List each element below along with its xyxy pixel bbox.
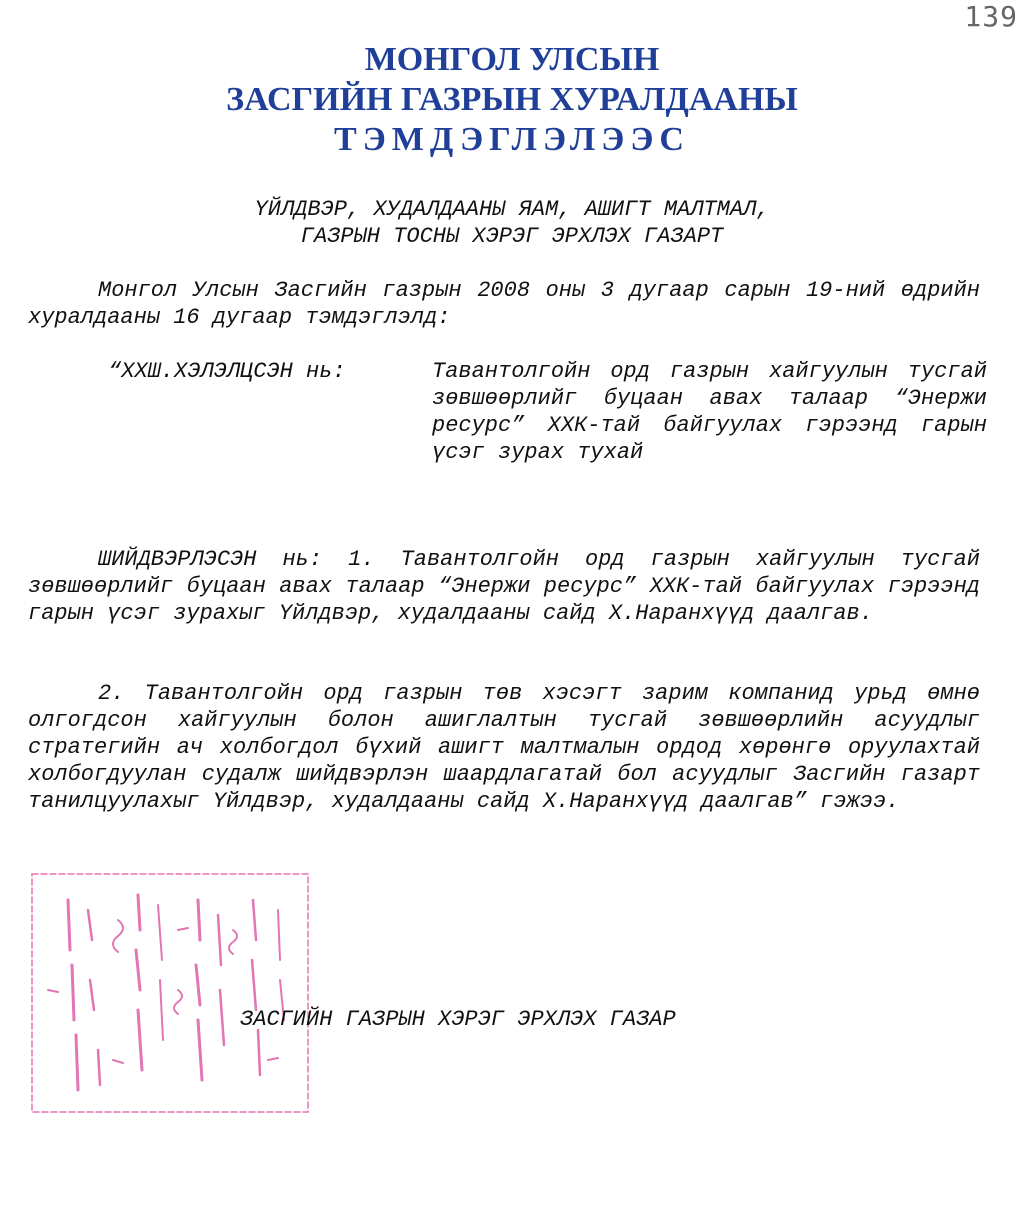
recipient-line-2: ГАЗРЫН ТОСНЫ ХЭРЭГ ЭРХЛЭХ ГАЗАРТ — [300, 224, 724, 249]
signature-line: ЗАСГИЙН ГАЗРЫН ХЭРЭГ ЭРХЛЭХ ГАЗАР — [240, 1007, 676, 1032]
intro-paragraph: Монгол Улсын Засгийн газрын 2008 оны 3 дугаар сарын 19-ний өдрийн хуралдааны 16 дугаар тэмдэглэлд: — [28, 278, 980, 330]
document-header — [0, 40, 1024, 160]
header-line-2: ЗАСГИЙН ГАЗРЫН ХУРАЛДААНЫ — [226, 81, 798, 118]
recipient-block — [0, 196, 1024, 250]
decision-paragraph-1: ШИЙДВЭРЛЭСЭН нь: 1. Тавантолгойн орд газрын хайгуулын тусгай зөвшөөрлийг буцаан авах талаар “Энержи ресурс” ХХК-тай байгуулах гэрээнд гарын үсэг зурахыг Үйлдвэр, худалдааны сайд Х.Наранхүүд даалгав. — [28, 547, 980, 626]
header-line-1: МОНГОЛ УЛСЫН — [364, 41, 660, 78]
decision-paragraph-2: 2. Тавантолгойн орд газрын төв хэсэгт зарим компанид урьд өмнө олгогдсон хайгуулын болон ашиглалтын тусгай зөвшөөрлийн асуудлыг стратегийн ач холбогдол бүхий ашигт малтмалын ордод хөрөнгө оруулахтай холбогдуулан судалж шийдвэрлэн шаардлагатай бол асуудлыг Засгийн газарт танилцуулахыг Үйлдвэр, худалдааны сайд Х.Наранхүүд даалгав” гэжээ. — [28, 681, 980, 814]
agenda-label: “ХХШ.ХЭЛЭЛЦСЭН нь: — [108, 359, 346, 384]
recipient-line-1: ҮЙЛДВЭР, ХУДАЛДААНЫ ЯАМ, АШИГТ МАЛТМАЛ, — [254, 197, 770, 222]
header-line-3: ТЭМДЭГЛЭЛЭЭС — [334, 121, 690, 158]
official-stamp — [28, 870, 313, 1115]
page-number: 139 — [964, 0, 1018, 33]
agenda-text: Тавантолгойн орд газрын хайгуулын тусгай зөвшөөрлийг буцаан авах талаар “Энержи ресурс” ХХК-тай байгуулах гэрээнд гарын үсэг зурах тухай — [432, 359, 987, 465]
